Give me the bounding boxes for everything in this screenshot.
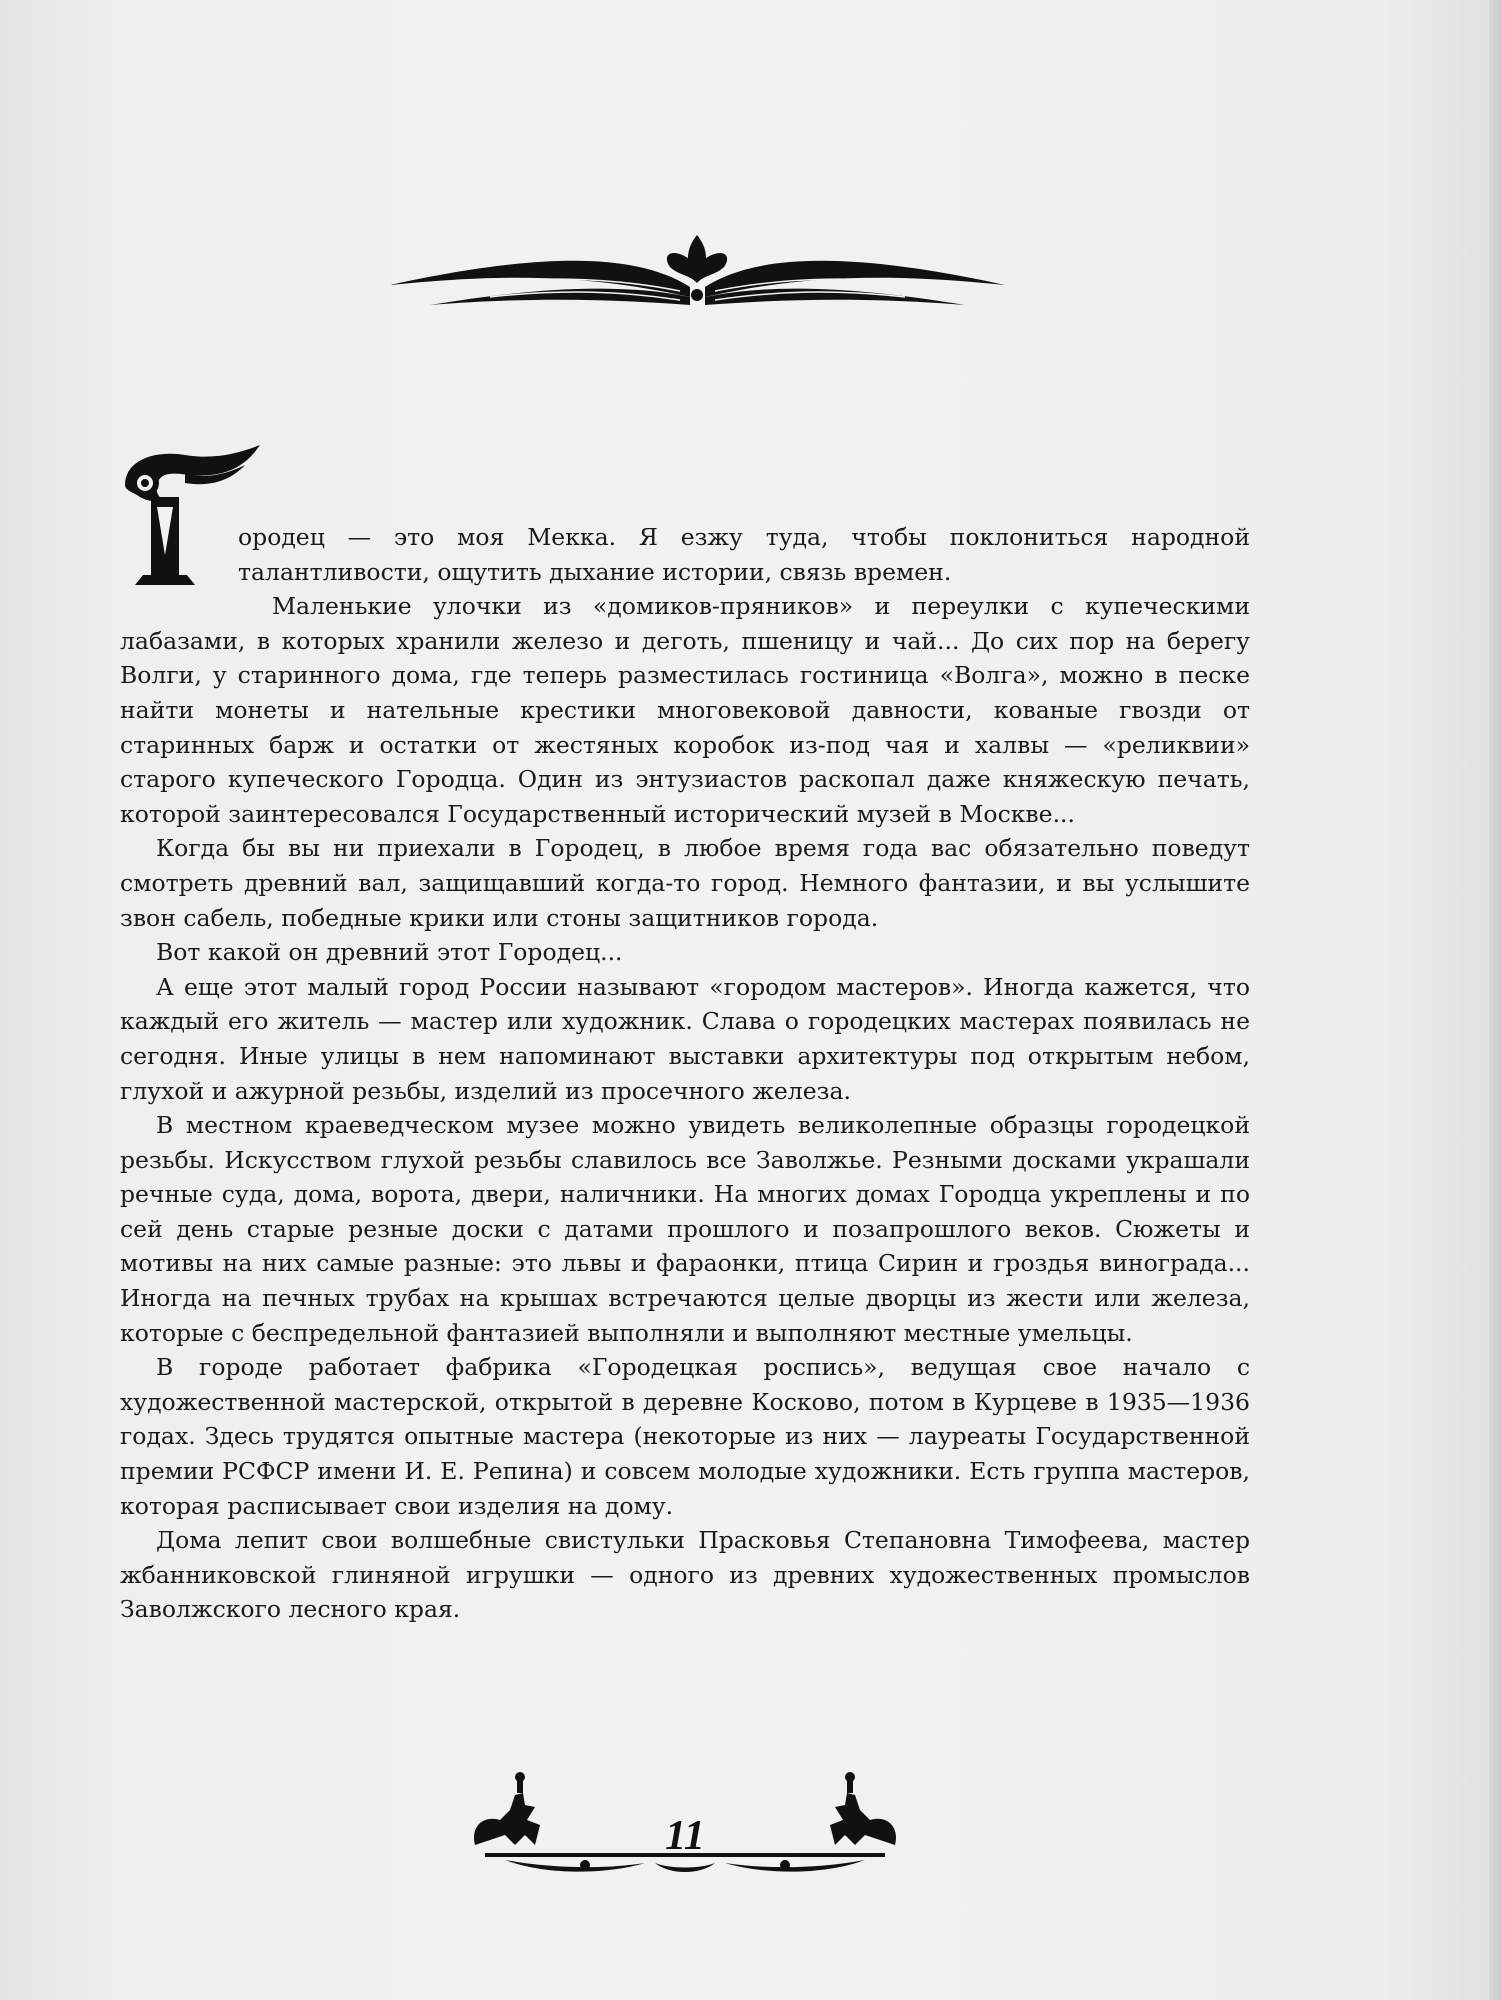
article-text (120, 520, 1250, 1627)
paragraph: А еще этот малый город России называют «городом мастеров». Иногда кажется, что каждый его житель — мастер или художник. Слава о городецких мастерах появилась не сегодня. Иные улицы в нем напоминают выставки архитектуры под открытым небом, глухой и ажурной резьбы, изделий из просечного железа. (120, 972, 1250, 1105)
page-number: 11 (665, 1813, 705, 1859)
page-edge (1489, 0, 1501, 2000)
paragraph: В местном краеведческом музее можно увидеть великолепные образцы городецкой резьбы. Искусством глухой резьбы славилось все Заволжье. Резными досками украшали речные суда, дома, ворота, двери, наличники. На многих домах Городца укреплены и по сей день старые резные доски с датами прошлого и позапрошлого веков. Сюжеты и мотивы на них самые разные: это львы и фараонки, птица Сирин и гроздья винограда... Иногда на печных трубах на крышах встречаются целые дворцы из жести или железа, которые с беспредельной фантазией выполняли и выполняют местные умельцы. (120, 1111, 1250, 1347)
paragraph: Маленькие улочки из «домиков-пряников» и переулки с купеческими лабазами, в которых хранили железо и деготь, пшеницу и чай... До сих пор на берегу Волги, у старинного дома, где теперь разместилась гостиница «Волга», можно в песке найти монеты и нательные крестики многовековой давности, кованые гвозди от старинных барж и остатки от жестяных коробок из-под чая и халвы — «реликвии» старого купеческого Городца. Один из энтузиастов раскопал даже княжескую печать, которой заинтересовался Государственный исторический музей в Москве... (120, 592, 1250, 828)
feather-wings-ornament-icon (390, 225, 1005, 335)
paragraph: Вот какой он древний этот Городец... (156, 938, 623, 967)
paragraph: В городе работает фабрика «Городецкая роспись», ведущая свое начало с художественной мастерской, открытой в деревне Косково, потом в Курцеве в 1935—1936 годах. Здесь трудятся опытные мастера (некоторые из них — лауреаты Государственной премии РСФСР имени И. Е. Репина) и совсем молодые художники. Есть группа мастеров, которая расписывает свои изделия на дому. (120, 1353, 1250, 1520)
paragraph: ородец — это моя Мекка. Я езжу туда, чтобы поклониться народной талантливости, ощутить дыхание истории, связь времен. (238, 523, 1250, 586)
paragraph: Дома лепит свои волшебные свистульки Прасковья Степановна Тимофеева, мастер жбанниковской глиняной игрушки — одного из древних художественных промыслов Заволжского лесного края. (120, 1526, 1250, 1624)
paragraph: Когда бы вы ни приехали в Городец, в любое время года вас обязательно поведут смотреть древний вал, защищавший когда-то город. Немного фантазии, и вы услышите звон сабель, победные крики или стоны защитников города. (120, 834, 1250, 932)
